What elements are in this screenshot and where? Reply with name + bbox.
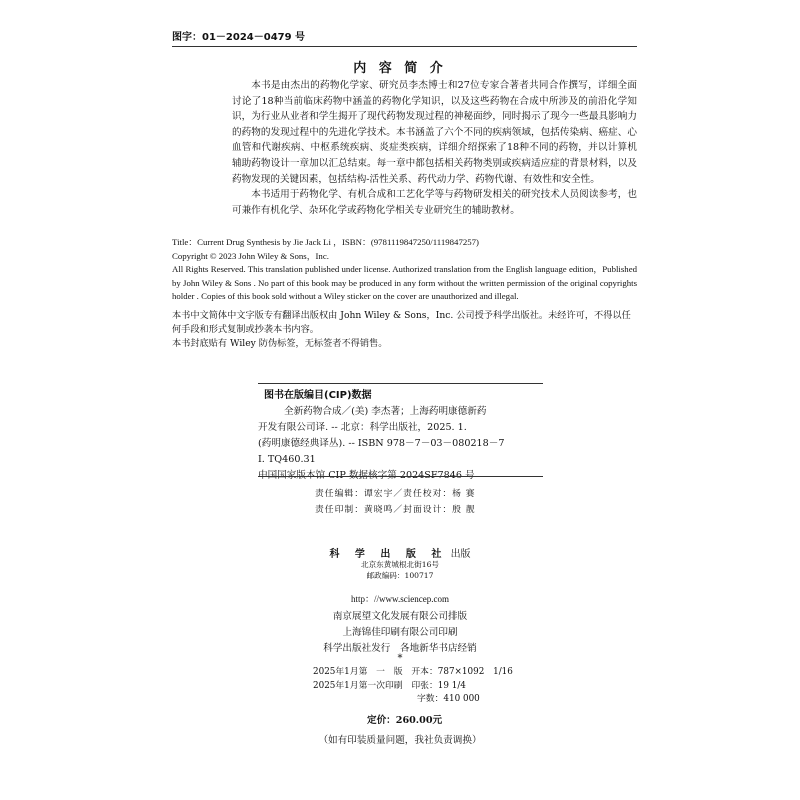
- publisher-name: 科 学 出 版 社: [329, 549, 448, 560]
- editor-credit: 责任编辑：谭宏宇／责任校对：杨 赛: [315, 489, 476, 499]
- copyright-line: Copyright © 2023 John Wiley & Sons，Inc.: [172, 250, 329, 261]
- cip-title: 图书在版编目(CIP)数据: [264, 390, 372, 401]
- sticker-notice: 本书封底贴有 Wiley 防伪标签，无标签者不得销售。: [172, 338, 388, 349]
- publisher-suffix: 出版: [450, 549, 471, 560]
- typesetter-line: 南京展望文化发展有限公司排版: [332, 611, 468, 622]
- title-isbn-line: Title：Current Drug Synthesis by Jie Jack Li ，ISBN：(9781119847250/1119847257): [172, 237, 479, 247]
- publisher-address-block: [0, 560, 800, 581]
- cip-line: Ⅰ. TQ460.31: [258, 454, 316, 465]
- publisher-postcode: 邮政编码：100717: [366, 570, 434, 580]
- edition-specs: [313, 666, 513, 707]
- quality-notice: （如有印装质量问题，我社负责调换）: [318, 735, 482, 746]
- printing-line: 2025年1月第一次印刷 印张：19 1/4: [313, 680, 466, 691]
- cip-line: (药明康德经典译丛). -- ISBN 978－7－03－080218－7: [258, 438, 505, 449]
- printer-line: 上海锦佳印刷有限公司印刷: [342, 627, 458, 638]
- cip-block: [258, 388, 543, 484]
- publisher-url: http：//www.sciencep.com: [351, 594, 449, 604]
- production-block: [0, 609, 800, 657]
- distributor-line: 科学出版社发行 各地新华书店经销: [323, 643, 477, 654]
- translation-notice: 本书中文简体中文字版专有翻译出版权由 John Wiley & Sons，Inc. 公司授予科学出版社。未经许可，不得以任何手段和形式复制或抄袭本书内容。: [172, 310, 631, 335]
- production-credit: 责任印制：黄晓鸣／封面设计：殷 靓: [315, 505, 476, 515]
- copyright-block: [172, 236, 637, 304]
- rights-statement: All Rights Reserved. This translation published under license. Authorized translation from the English language edition，Published by John Wiley & Sons . No part of this book may be produced in any form without the written permission of the original copyrights holder . Copies of this book sold without a Wiley sticker on the cover are unauthorized and illegal.: [172, 264, 637, 302]
- word-count-line: 字数：410 000: [417, 694, 480, 705]
- summary-paragraph: 本书适用于药物化学、有机合成和工艺化学等与药物研发相关的研究技术人员阅读参考，也可兼作有机化学、杂环化学或药物化学相关专业研究生的辅助教材。: [232, 189, 637, 216]
- registration-number: 图字：01－2024－0479 号: [172, 32, 306, 43]
- cip-top-rule: [258, 383, 543, 384]
- notice-block: [172, 309, 637, 351]
- publisher-address: 北京东黄城根北街16号: [360, 560, 439, 569]
- summary-title: 内 容 简 介: [353, 61, 447, 76]
- cip-line: 全新药物合成／(美) 李杰著；上海药明康德新药: [284, 406, 487, 417]
- price: 定价：260.00元: [367, 715, 443, 726]
- separator-star: *: [397, 653, 403, 664]
- edition-line: 2025年1月第 一 版 开本：787×1092 1/16: [313, 667, 513, 677]
- cip-line: 开发有限公司译. -- 北京：科学出版社，2025. 1.: [258, 422, 467, 433]
- summary-body: [232, 78, 637, 218]
- cip-bottom-rule: [258, 476, 543, 477]
- summary-paragraph: 本书是由杰出的药物化学家、研究员李杰博士和27位专家合著者共同合作撰写，详细全面讨论了18种当前临床药物中涵盖的药物化学知识，以及这些药物在合成中所涉及的前沿化学知识，为行业从业者和学生揭开了现代药物发现过程的神秘面纱，同时揭示了现今一些最具影响力的药物的发现过程中的先进化学技术。本书涵盖了六个不同的疾病领域，包括传染病、癌症、心血管和代谢疾病、中枢系统疾病、炎症类疾病，详细介绍探索了18种不同的药物，并以计算机辅助药物设计一章加以汇总结束。每一章中都包括相关药物类别或疾病适应症的背景材料，以及药物发现的关键因素，包括结构-活性关系、药代动力学、药物代谢、有效性和安全性。: [232, 80, 637, 185]
- top-rule: [172, 46, 637, 47]
- publisher-line: [0, 545, 800, 560]
- staff-credits: [315, 486, 476, 518]
